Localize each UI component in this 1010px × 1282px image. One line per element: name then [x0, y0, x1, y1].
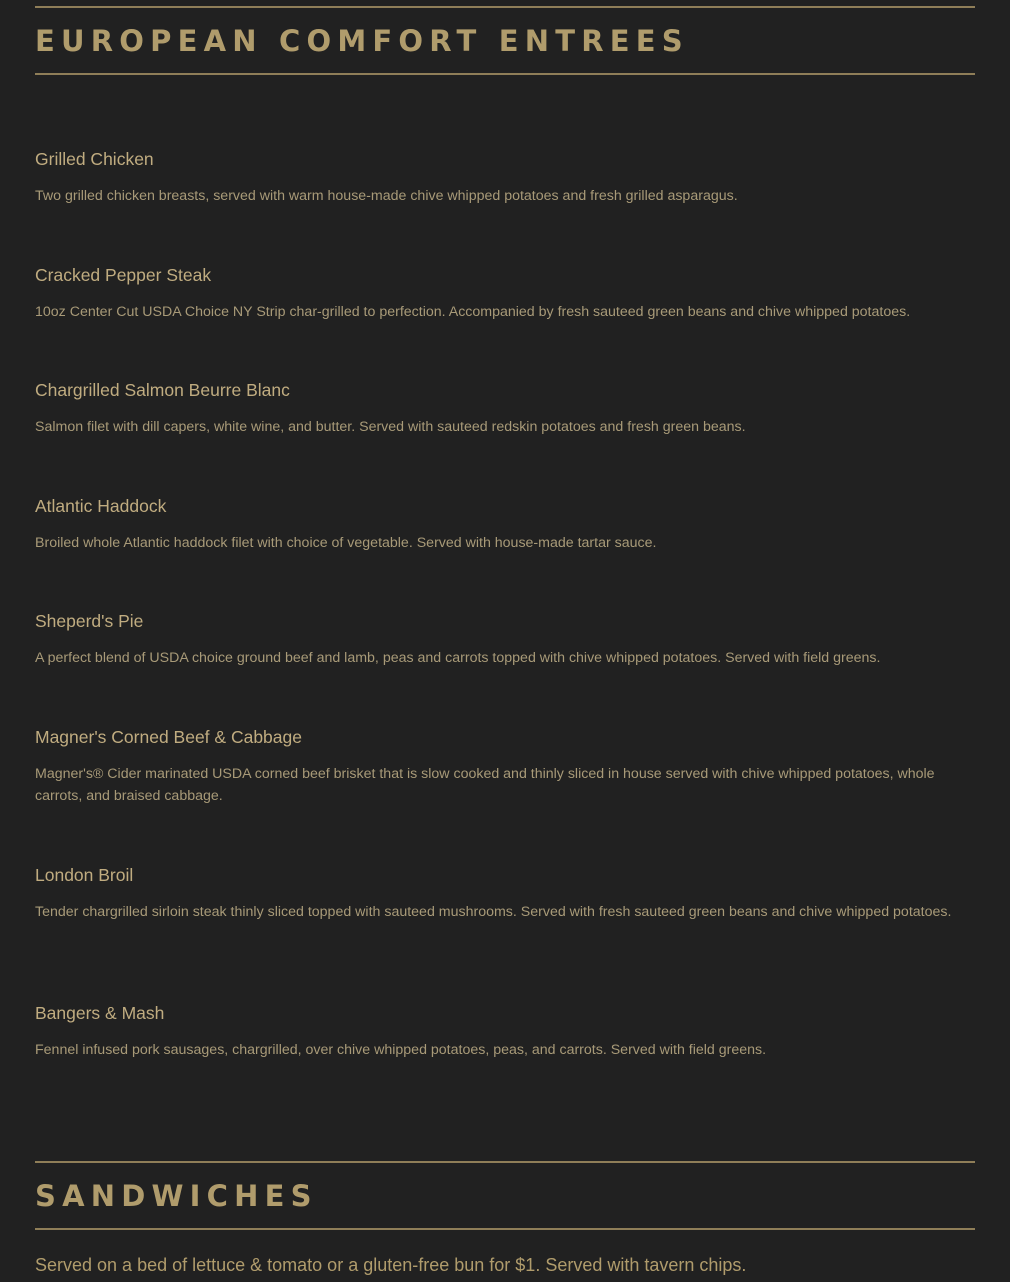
menu-item-description: A perfect blend of USDA choice ground beef and lamb, peas and carrots topped with chive whipped potatoes. Served with field greens.	[35, 650, 881, 666]
menu-item-name: Bangers & Mash	[35, 1003, 165, 1023]
menu-item-name: Magner's Corned Beef & Cabbage	[35, 727, 302, 747]
menu-item-name: Sheperd's Pie	[35, 611, 144, 631]
menu-item-description: Magner's® Cider marinated USDA corned beef brisket that is slow cooked and thinly sliced in house served with chive whipped potatoes, whole carrots, and braised cabbage.	[35, 766, 935, 804]
section-top-rule	[35, 6, 975, 8]
section-title-sandwiches: SANDWICHES	[35, 1179, 318, 1213]
section-bottom-rule	[35, 1228, 975, 1230]
menu-item-description: Salmon filet with dill capers, white wine, and butter. Served with sauteed redskin potatoes and fresh green beans.	[35, 419, 746, 435]
section-top-rule	[35, 1161, 975, 1163]
section-bottom-rule	[35, 73, 975, 75]
menu-item-name: Chargrilled Salmon Beurre Blanc	[35, 380, 290, 400]
section-title-european-comfort-entrees: EUROPEAN COMFORT ENTREES	[35, 24, 689, 58]
menu-item-description: Broiled whole Atlantic haddock filet with choice of vegetable. Served with house-made tartar sauce.	[35, 535, 657, 551]
menu-item-name: Cracked Pepper Steak	[35, 265, 212, 285]
menu-item-name: Grilled Chicken	[35, 149, 154, 169]
menu-item-name: Atlantic Haddock	[35, 496, 167, 516]
menu-item-description: 10oz Center Cut USDA Choice NY Strip char-grilled to perfection. Accompanied by fresh sauteed green beans and chive whipped potatoes.	[35, 304, 911, 320]
menu-item-name: London Broil	[35, 865, 134, 885]
menu-item-description: Fennel infused pork sausages, chargrilled, over chive whipped potatoes, peas, and carrots. Served with field greens.	[35, 1042, 767, 1058]
sandwiches-note: Served on a bed of lettuce & tomato or a gluten-free bun for $1. Served with tavern chips.	[35, 1255, 747, 1275]
menu-item-description: Tender chargrilled sirloin steak thinly sliced topped with sauteed mushrooms. Served with fresh sauteed green beans and chive whipped potatoes.	[35, 904, 952, 920]
menu-item-description: Two grilled chicken breasts, served with warm house-made chive whipped potatoes and fresh grilled asparagus.	[35, 188, 738, 204]
